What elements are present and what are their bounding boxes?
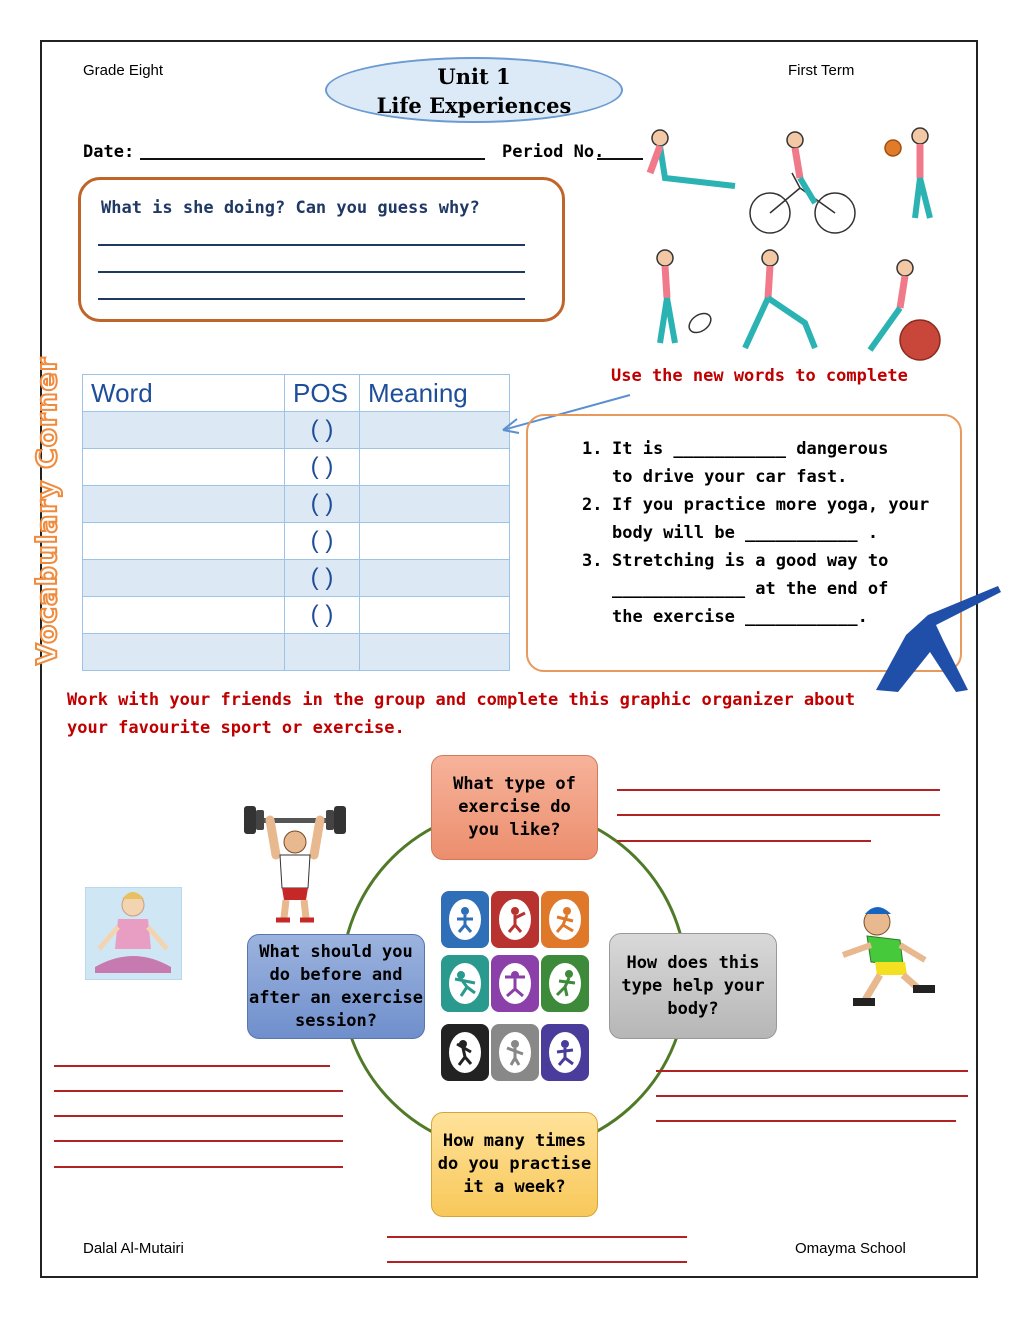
table-row xyxy=(83,560,510,597)
answer-line-left[interactable] xyxy=(54,1090,343,1092)
vocabulary-corner-title: Vocabulary Corner xyxy=(30,356,63,665)
stretching-figure-icon xyxy=(868,580,1003,695)
column-header-meaning: Meaning xyxy=(360,375,510,412)
word-cell[interactable] xyxy=(83,634,285,671)
organizer-node-type xyxy=(431,755,598,860)
author-name: Dalal Al-Mutairi xyxy=(83,1240,184,1257)
node-text-line: What should you xyxy=(259,941,413,962)
meaning-cell[interactable] xyxy=(360,560,510,597)
table-header-row xyxy=(83,375,510,412)
word-cell[interactable] xyxy=(83,560,285,597)
sport-tile-icon xyxy=(491,955,539,1012)
word-cell[interactable] xyxy=(83,486,285,523)
sentence-line: to drive your car fast. xyxy=(612,467,848,487)
answer-line-bottom[interactable] xyxy=(387,1261,687,1263)
table-row xyxy=(83,634,510,671)
answer-line[interactable] xyxy=(98,298,525,300)
unit-title: Life Experiences xyxy=(376,93,572,118)
column-header-pos: POS xyxy=(285,375,360,412)
answer-line-top[interactable] xyxy=(617,840,871,842)
sport-tile-icon xyxy=(491,1024,539,1081)
answer-line-left[interactable] xyxy=(54,1065,330,1067)
term-label: First Term xyxy=(788,62,855,79)
meaning-cell[interactable] xyxy=(360,449,510,486)
organizer-node-before-after xyxy=(247,934,425,1039)
node-text-line: How many times xyxy=(442,1131,587,1151)
period-label: Period No. xyxy=(502,142,605,162)
sentence-line: the exercise ___________. xyxy=(612,607,868,627)
sentence-line: If you practice more yoga, your xyxy=(612,495,930,515)
node-text-line: How does this xyxy=(626,952,760,973)
exercise-figures-icon xyxy=(620,118,970,368)
rollerblader-icon xyxy=(825,900,950,1020)
school-name: Omayma School xyxy=(795,1240,906,1257)
table-row xyxy=(83,523,510,560)
table-row xyxy=(83,412,510,449)
answer-line-left[interactable] xyxy=(54,1140,343,1142)
organizer-node-frequency xyxy=(431,1112,598,1217)
sport-tile-icon xyxy=(541,955,589,1012)
column-header-word: Word xyxy=(83,375,285,412)
pos-cell[interactable]: ( ) xyxy=(285,412,360,449)
meaning-cell[interactable] xyxy=(360,523,510,560)
node-text-line: it a week? xyxy=(463,1177,566,1197)
sentence-line: Stretching is a good way to xyxy=(612,551,889,571)
group-task-line2: your favourite sport or exercise. xyxy=(67,718,405,738)
table-row xyxy=(83,486,510,523)
sport-tile-icon xyxy=(541,1024,589,1081)
node-text-line: do before and xyxy=(269,964,403,985)
pos-cell[interactable]: ( ) xyxy=(285,449,360,486)
node-text-line: you like? xyxy=(468,820,561,840)
answer-line-left[interactable] xyxy=(54,1166,343,1168)
meaning-cell[interactable] xyxy=(360,634,510,671)
date-label: Date: xyxy=(83,142,135,162)
sport-tile-icon xyxy=(491,891,539,948)
node-text-line: after an exercise xyxy=(249,987,423,1008)
grade-label: Grade Eight xyxy=(83,62,164,79)
question-text: What is she doing? Can you guess why? xyxy=(101,198,480,218)
sentence-line: It is ___________ dangerous xyxy=(612,439,889,459)
word-cell[interactable] xyxy=(83,597,285,634)
item-number: 1. xyxy=(582,439,603,459)
pos-cell[interactable]: ( ) xyxy=(285,486,360,523)
meaning-cell[interactable] xyxy=(360,486,510,523)
pos-cell[interactable]: ( ) xyxy=(285,560,360,597)
answer-line-right[interactable] xyxy=(656,1120,956,1122)
vocabulary-table xyxy=(82,374,510,671)
unit-title-oval xyxy=(325,57,623,123)
table-row xyxy=(83,597,510,634)
fill-in-instruction: Use the new words to complete xyxy=(611,366,908,386)
sport-tile-icon xyxy=(541,891,589,948)
node-text-line: body? xyxy=(667,998,719,1019)
item-number: 2. xyxy=(582,495,603,515)
node-text-line: type help your xyxy=(621,975,765,996)
pos-cell[interactable]: ( ) xyxy=(285,597,360,634)
weightlifter-icon xyxy=(240,800,350,925)
answer-line-left[interactable] xyxy=(54,1115,343,1117)
item-number: 3. xyxy=(582,551,603,571)
sentence-line: _____________ at the end of xyxy=(612,579,889,599)
answer-line[interactable] xyxy=(98,244,525,246)
meaning-cell[interactable] xyxy=(360,597,510,634)
pos-cell[interactable]: ( ) xyxy=(285,523,360,560)
organizer-node-benefit xyxy=(609,933,777,1039)
sport-tile-icon xyxy=(441,891,489,948)
meaning-cell[interactable] xyxy=(360,412,510,449)
answer-line-bottom[interactable] xyxy=(387,1236,687,1238)
unit-number: Unit 1 xyxy=(437,64,511,89)
word-cell[interactable] xyxy=(83,449,285,486)
group-task-line1: Work with your friends in the group and complete this graphic organizer about xyxy=(67,690,856,710)
sentence-line: body will be ___________ . xyxy=(612,523,879,543)
sport-tile-icon xyxy=(441,955,489,1012)
node-text-line: session? xyxy=(295,1010,377,1031)
pos-cell[interactable] xyxy=(285,634,360,671)
table-row xyxy=(83,449,510,486)
word-cell[interactable] xyxy=(83,523,285,560)
sport-tile-icon xyxy=(441,1024,489,1081)
node-text-line: What type of xyxy=(453,774,576,794)
word-cell[interactable] xyxy=(83,412,285,449)
answer-line-right[interactable] xyxy=(656,1095,968,1097)
answer-line-right[interactable] xyxy=(656,1070,968,1072)
answer-line[interactable] xyxy=(98,271,525,273)
yoga-meditation-icon xyxy=(85,887,182,980)
node-text-line: do you practise xyxy=(437,1154,592,1174)
answer-line-top[interactable] xyxy=(617,814,940,816)
answer-line-top[interactable] xyxy=(617,789,940,791)
node-text-line: exercise do xyxy=(458,797,571,817)
date-field[interactable] xyxy=(140,158,485,160)
